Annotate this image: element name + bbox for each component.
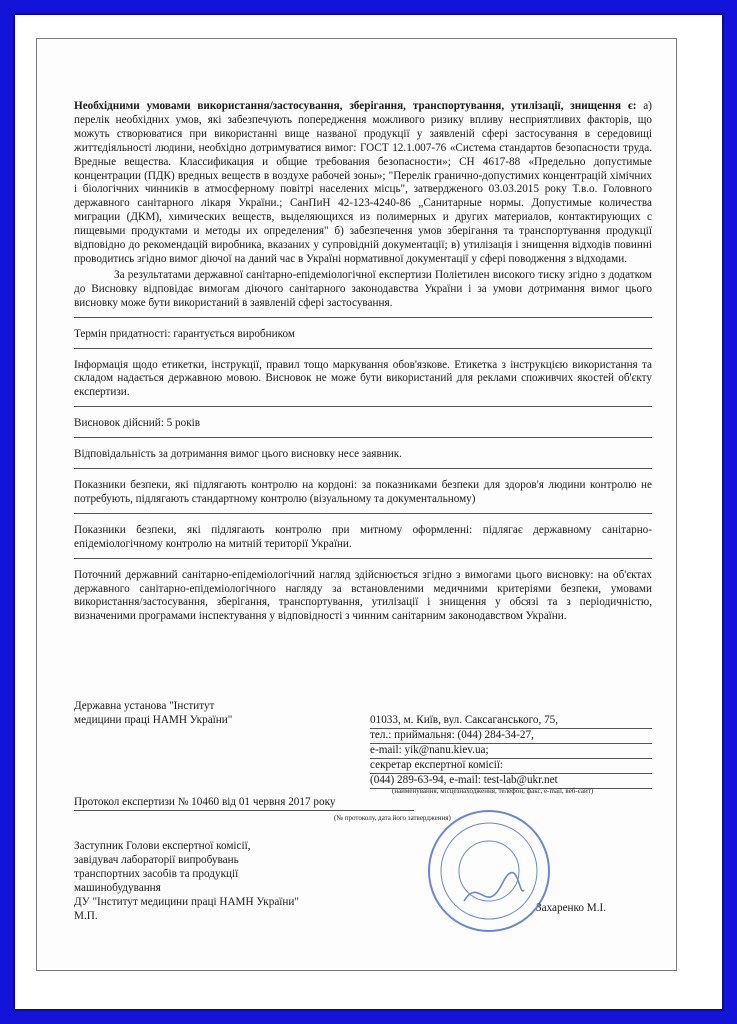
institution-note: (найменування, місцезнаходження, телефон, факс, e-mail, веб-сайт) — [392, 787, 594, 795]
stamp-seal — [424, 806, 554, 936]
responsibility: Відповідальність за дотримання вимог цього висновку несе заявник. — [74, 448, 402, 461]
conditions-text: а) перелік необхідних умов, які забезпечують попередження можливого ризику впливу несприятливих факторів, що можуть створюватися при використанні вище названої продукції у заявленій сфері застосування в середовищі життєдіяльності людини, необхідно дотримуватися вимог: ГОСТ 12.1.007-76 «Система стандартов безопасности труда. Вредные вещества. Классификация и общие требования безопасности»; СН 4617-88 «Предельно допустимые концентрации (ПДК) вредных веществ в воздухе рабочей зоны»; "Перелік гранично-допустимих концентрацій хімічних і біологічних чинників в атмосферному повітрі населених місць", затвердженого 03.03.2015 року Т.в.о. Головного державного санітарного лікаря України.; СанПиН 42-123-4240-86 „Санитарные нормы. Допустимые количества миграции (ДКМ), химических веществ, выделяющихся из полимерных и других материалов, контактирующих с пищевыми продуктами и методы их определения" б) забезпечення умов зберігання та транспортування продукції відповідно до рекомендацій виробника, вказаних у супровідній документації; в) утилізація і знищення відходів повинні проводитись згідно вимог діючої на даний час в Україні нормативної документації у сфері поводження з відходами. — [74, 100, 652, 265]
signer-line3: транспортних засобів та продукції — [74, 867, 239, 880]
signer-name: Захаренко М.І. — [536, 902, 607, 914]
institution-contacts — [370, 714, 652, 789]
institution-secretary: секретар експертної комісії: — [370, 759, 652, 774]
institution-email: e-mail: yik@nanu.kiev.ua; — [370, 744, 652, 759]
institution-secretary-contacts: (044) 289-63-94, e-mail: test-lab@ukr.net — [370, 774, 652, 789]
protocol-note: (№ протоколу, дата його затвердження) — [334, 814, 451, 822]
divider — [74, 558, 652, 559]
signer-block — [74, 840, 374, 923]
divider — [74, 348, 652, 349]
divider — [74, 468, 652, 469]
signer-line4: машинобудування — [74, 881, 161, 894]
labeling-paragraph: Інформація щодо етикетки, інструкції, правил тощо маркування обов'язкове. Етикетка з інструкцією використання та складом надається державною мовою. Висновок не може бути використаний для реклами споживчих якостей об'єкту експертизи. — [74, 358, 652, 399]
border-control-paragraph: Показники безпеки, які підлягають контролю на кордоні: за показниками безпеки для здоров'я людини контролю не потребують, підлягають стандартному контролю (візуальному та документальному) — [74, 479, 652, 505]
divider — [74, 513, 652, 514]
conditions-lead: Необхідними умовами використання/застосування, зберігання, транспортування, утилізації, знищення є: — [74, 100, 637, 112]
institution-name-line1: Державна установа "Інститут — [74, 700, 215, 712]
results-paragraph: За результатами державної санітарно-епідеміологічної експертизи Поліетилен високого тиску згідно з додатком до Висновку відповідає вимогам діючого санітарного законодавства України і за умови дотримання вимог цього висновку може бути використаний в заявленій сфері застосування. — [74, 268, 652, 309]
institution-phone: тел.: приймальня: (044) 284-34-27, — [370, 729, 652, 744]
divider — [74, 406, 652, 407]
supervision-paragraph: Поточний державний санітарно-епідеміологічний нагляд здійснюється згідно з вимогами цього висновку: на об'єктах державного санітарно-епідеміологічного нагляду за встановленими медичними критеріями безпеки, умовами використання/застосування, зберігання, транспортування, утилізації і знищення у обсязі та з періодичністю, визначеними програмами інспектування у відповідності з чинним санітарним законодавством України. — [74, 568, 652, 623]
institution-name — [74, 700, 314, 728]
signer-line1: Заступник Голови експертної комісії, — [74, 840, 251, 852]
divider — [74, 437, 652, 438]
shelf-life: Термін придатності: гарантується виробником — [74, 327, 295, 340]
institution-name-line2: медицини праці НАМН України" — [74, 713, 233, 726]
institution-address: 01033, м. Київ, вул. Саксаганського, 75, — [370, 714, 652, 729]
customs-paragraph: Показники безпеки, які підлягають контролю при митному оформленні: підлягає державному санітарно-епідеміологічному контролю на митній території України. — [74, 523, 652, 550]
signer-line2: завідувач лабораторії випробувань — [74, 853, 239, 866]
validity: Висновок дійсний: 5 років — [74, 417, 201, 430]
signer-line6: М.П. — [74, 909, 98, 922]
protocol-line: Протокол експертизи № 10460 від 01 червня 2017 року — [74, 796, 414, 811]
conditions-paragraph — [74, 100, 652, 267]
signer-line5: ДУ "Інститут медицини праці НАМН України" — [74, 895, 299, 908]
divider — [74, 317, 652, 318]
document-body — [74, 100, 652, 624]
